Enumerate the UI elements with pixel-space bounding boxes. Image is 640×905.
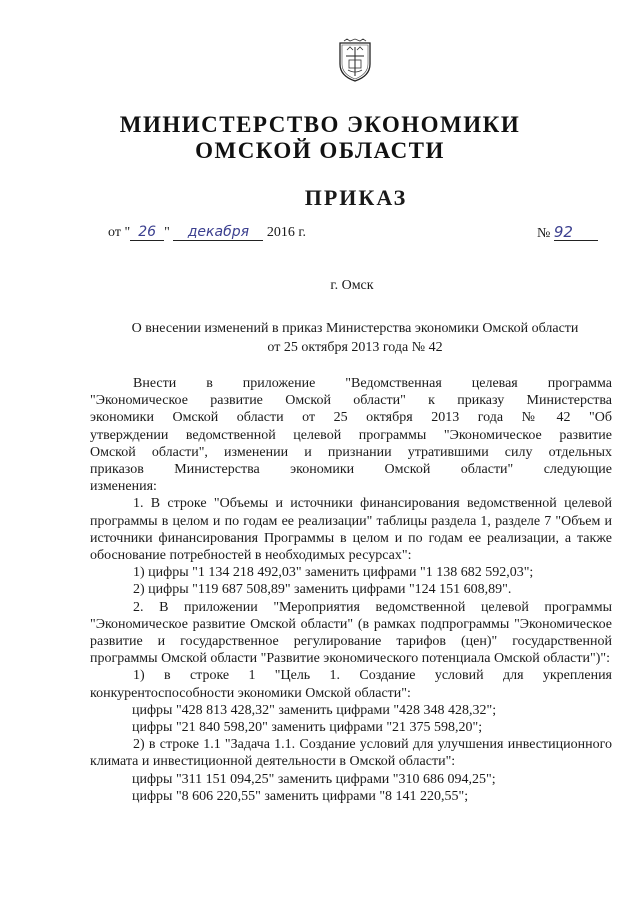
ministry-name-line2: ОМСКОЙ ОБЛАСТИ bbox=[195, 138, 445, 163]
body-paragraph-intro: Внести в приложение "Ведомственная целевая программа "Экономическое развитие Омской области" к приказу Министерства экономики Омской области от 25 октября 2013 года № 42 "Об утверждении ведомственной целевой программы "Экономическое развитие Омской области", изменении и признании утратившими силу отдельных приказов Министерства экономики Омской области" следующие изменения: bbox=[90, 376, 612, 495]
order-body bbox=[90, 375, 612, 805]
subject-line2: от 25 октября 2013 года № 42 bbox=[267, 340, 443, 355]
order-number bbox=[537, 225, 598, 242]
order-subject bbox=[90, 319, 620, 357]
city-line: г. Омск bbox=[330, 278, 374, 293]
subject-line1: О внесении изменений в приказ Министерства экономики Омской области bbox=[131, 321, 579, 336]
body-item-2-1a: цифры "428 813 428,32" заменить цифрами "428 348 428,32"; bbox=[132, 702, 497, 718]
body-paragraph-2: 2. В приложении "Мероприятия ведомственной целевой программы "Экономическое развитие Омской области" (в рамках подпрограммы "Экономическое развитие и государственное регулирование тарифов (цен)" государственной программы Омской области "Развитие экономического потенциала Омской области")": bbox=[90, 599, 612, 667]
date-prefix: от bbox=[108, 225, 121, 240]
ministry-name-line1: МИНИСТЕРСТВО ЭКОНОМИКИ bbox=[119, 112, 521, 137]
document-type-title: ПРИКАЗ bbox=[304, 185, 408, 210]
number-value-handwritten: 92 bbox=[554, 225, 598, 241]
body-item-2-2: 2) в строке 1.1 "Задача 1.1. Создание условий для улучшения инвестиционного климата и инвестиционной деятельности в Омской области": bbox=[90, 737, 612, 770]
body-paragraph-1: 1. В строке "Объемы и источники финансирования ведомственной целевой программы в целом и по годам ее реализации" таблицы раздела 1, разделе 7 "Объем и источники финансирования Программы в целом и по годам ее реализации, а также обоснование потребностей в необходимых ресурсах": bbox=[90, 496, 612, 564]
date-year: 2016 г. bbox=[266, 225, 307, 240]
body-item-2-2a: цифры "311 151 094,25" заменить цифрами "310 686 094,25"; bbox=[132, 771, 496, 787]
date-month-handwritten: декабря bbox=[173, 225, 263, 241]
body-item-2-1: 1) в строке 1 "Цель 1. Создание условий для укрепления конкурентоспособности экономики Омской области": bbox=[90, 668, 612, 701]
body-item-1-1: 1) цифры "1 134 218 492,03" заменить цифрами "1 138 682 592,03"; bbox=[133, 565, 534, 581]
order-date: от " 26 " декабря 2016 г. bbox=[108, 224, 307, 240]
body-item-2-2b: цифры "8 606 220,55" заменить цифрами "8 141 220,55"; bbox=[132, 788, 469, 804]
number-label: № bbox=[537, 226, 551, 241]
body-item-2-1b: цифры "21 840 598,20" заменить цифрами "21 375 598,20"; bbox=[132, 720, 483, 736]
omsk-coat-of-arms-icon bbox=[336, 38, 374, 82]
date-day-handwritten: 26 bbox=[130, 225, 164, 241]
body-item-1-2: 2) цифры "119 687 508,89" заменить цифрами "124 151 608,89". bbox=[133, 582, 512, 598]
